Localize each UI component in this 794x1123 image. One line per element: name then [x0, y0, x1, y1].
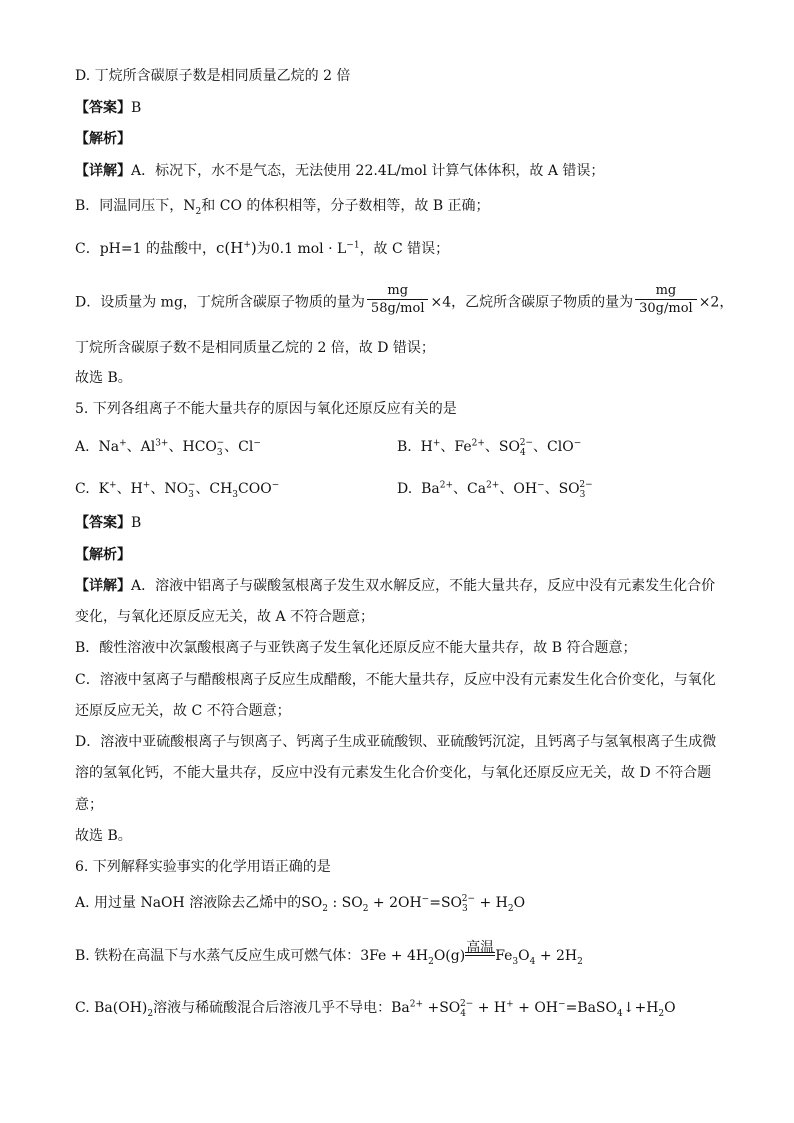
q5-detail-d3: 意； — [75, 797, 103, 813]
detail-d-mid: ，乙烷所含碳原子物质的量为 — [451, 294, 634, 311]
option-a-equation: $SO_2$ : $SO_2 + 2OH^-=SO_3^{2-} + H_2O$ — [301, 894, 526, 914]
fraction-butane: $\frac{mg}{\text{58g/mol}}$ — [367, 283, 429, 318]
formula-baoh2: $Ba(OH)_2$ — [94, 1000, 154, 1019]
q5-detail-d1: D．溶液中亚硫酸根离子与钡离子、钙离子生成亚硫酸钡、亚硫酸钙沉淀，且钙离子与氢氧根离子生成微 — [75, 734, 717, 750]
detail-b-pre: B．同温同压下， — [75, 198, 184, 214]
q4-answer — [75, 98, 724, 118]
q4-analysis-label: 【解析】 — [75, 131, 131, 147]
q5-detail-c1: C．溶液中氢离子与醋酸根离子反应生成醋酸，不能大量共存，反应中没有元素发生化合价变化，与氧化 — [75, 672, 716, 688]
multiplier-4: ×4 — [430, 294, 452, 311]
q5-detail-a1 — [75, 576, 724, 596]
q6-option-c — [75, 998, 724, 1018]
fraction-ethane: $\frac{mg}{\text{30g/mol}}$ — [635, 283, 697, 318]
q5-analysis-label: 【解析】 — [75, 547, 131, 563]
detail-label: 【详解】 — [75, 163, 131, 179]
q4-detail-d: D．设质量为 mg，丁烷所含碳原子物质的量为 $\frac{mg}{\text{58g/mol}}$ ×4，乙烷所含碳原子物质的量为 $\frac{mg}{\text{30g/mol}}$ ×2， — [75, 283, 734, 316]
detail-a1-text: A．溶液中铝离子与碳酸氢根离子发生双水解反应，不能大量共存，反应中没有元素发生化合价 — [131, 578, 716, 594]
q5-stem: 5. 下列各组离子不能大量共存的原因与氧化还原反应有关的是 — [75, 401, 457, 417]
detail-d-pre: D．设质量为 mg，丁烷所含碳原子物质的量为 — [75, 294, 365, 311]
option-b-text: B. 铁粉在高温下与水蒸气反应生成可燃气体： — [75, 948, 361, 964]
q6-stem: 6. 下列解释实验事实的化学用语正确的是 — [75, 859, 331, 875]
formula-concentration: 0.1 mol · $L^{-1}$ — [270, 240, 360, 257]
detail-a-text: A．标况下，水不是气态，无法使用 22.4L/mol 计算气体体积，故 A 错误； — [131, 163, 605, 179]
q4-detail-b — [75, 196, 724, 216]
q4-detail-a — [75, 161, 724, 181]
q5-detail-a2: 变化，与氧化还原反应无关，故 A 不符合题意； — [75, 609, 375, 625]
q5-option-c: C. K+、H+、$NO_3^-$、$CH_3COO^-$ — [75, 480, 280, 500]
q5-detail-d2: 溶的氢氧化钙，不能大量共存，反应中没有元素发生化合价变化，与氧化还原反应无关，故 D 不符合题 — [75, 765, 712, 781]
detail-c-post: ，故 C 错误； — [359, 241, 450, 257]
option-b-equation: $3Fe + 4H_2O(g)$ 高温 $Fe_3O_4 + 2H_2$ — [360, 940, 583, 967]
q5-detail-b: B．酸性溶液中次氯酸根离子与亚铁离子发生氧化还原反应不能大量共存，故 B 符合题意； — [75, 640, 637, 656]
detail-c-mid: 为 — [256, 241, 271, 257]
option-c-label: C. — [75, 1000, 95, 1016]
q5-answer — [75, 513, 724, 533]
answer-label: 【答案】 — [75, 100, 131, 116]
option-c-text: 溶液与稀硫酸混合后溶液几乎不导电： — [153, 1000, 392, 1016]
q5-option-b: B. H+、$Fe^{2+}$、$SO_4^{2-}$、ClO− — [397, 438, 582, 458]
detail-b-post: 和 CO 的体积相等，分子数相等，故 B 正确； — [201, 198, 490, 214]
q6-option-b — [75, 940, 724, 967]
q5-option-d: D. $Ba^{2+}$、$Ca^{2+}$、OH−、$SO_3^{2-}$ — [397, 480, 593, 500]
q6-option-a — [75, 893, 724, 913]
detail-label: 【详解】 — [75, 578, 131, 594]
detail-c-pre: C．pH=1 的盐酸中， — [75, 241, 216, 257]
formula-c-h: c(H+) — [215, 239, 257, 257]
option-c-equation: $Ba^{2+} +SO_4^{2-} + H^+$ + $OH^-=BaSO_4↓+H_2O$ — [391, 999, 676, 1019]
q4-detail-d-cont: 丁烷所含碳原子数不是相同质量乙烷的 2 倍，故 D 错误； — [75, 340, 435, 356]
q5-detail-c2: 还原反应无关，故 C 不符合题意； — [75, 703, 291, 719]
answer-value: B — [131, 515, 142, 531]
q4-conclusion: 故选 B。 — [75, 370, 132, 386]
reaction-condition: 高温 — [466, 940, 495, 956]
multiplier-2: ×2 — [698, 294, 720, 311]
q4-detail-c — [75, 238, 724, 259]
q5-option-a: A. Na+、$Al^{3+}$、$HCO_3^-$、Cl− — [75, 438, 261, 458]
q4-option-d: D. 丁烷所含碳原子数是相同质量乙烷的 2 倍 — [75, 68, 351, 84]
q5-conclusion: 故选 B。 — [75, 828, 132, 844]
answer-label: 【答案】 — [75, 515, 131, 531]
option-a-text: A. 用过量 NaOH 溶液除去乙烯中的 — [75, 895, 302, 911]
answer-value: B — [131, 100, 142, 116]
formula-n2: $N_2$ — [183, 198, 202, 217]
